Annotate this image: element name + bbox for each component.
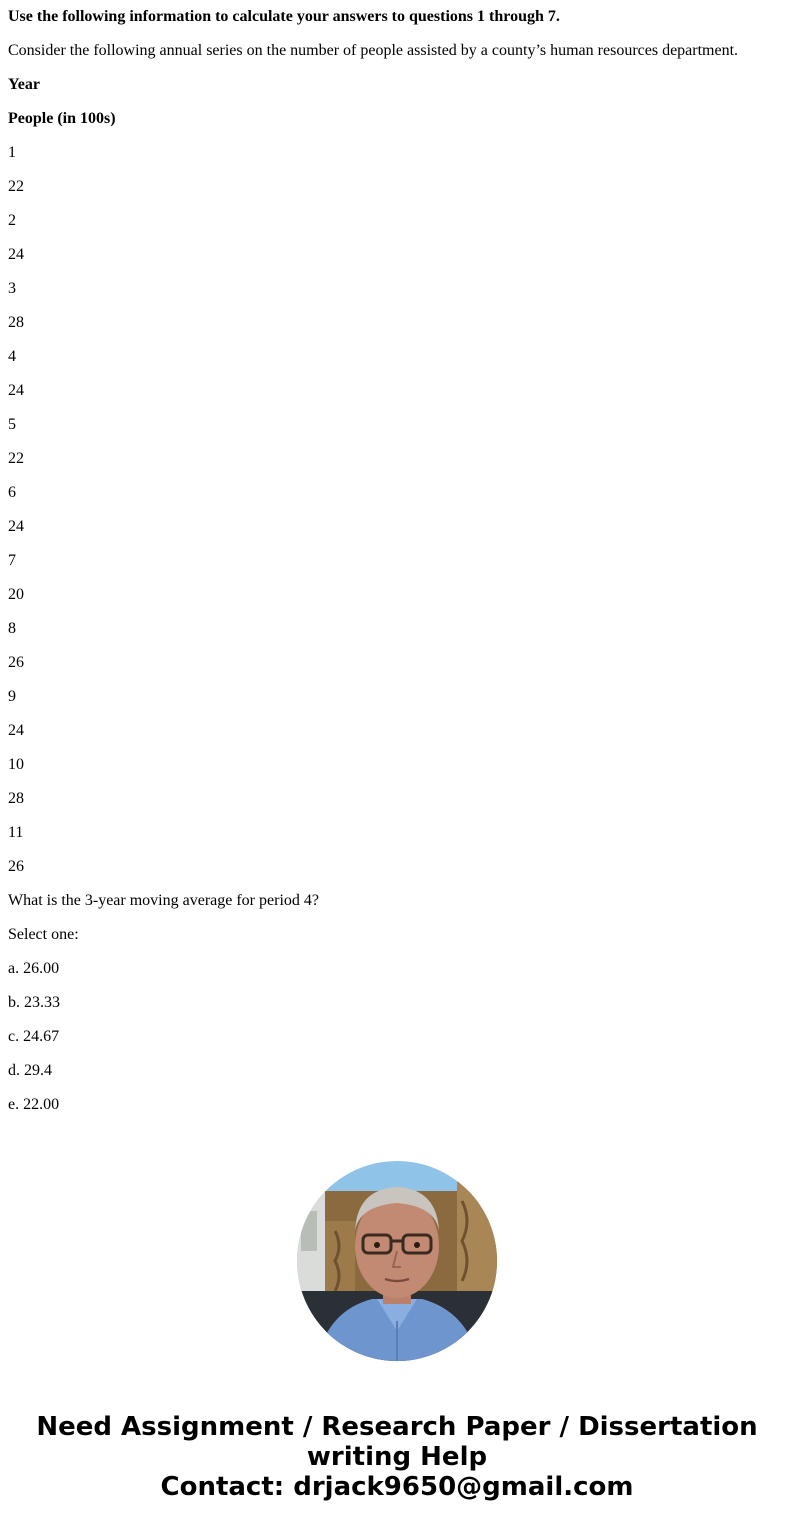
- people-cell: 24: [8, 518, 24, 535]
- instructions-text: Use the following information to calculate your answers to questions 1 through 7.: [8, 8, 560, 25]
- people-cell: 24: [8, 246, 24, 263]
- year-cell: 5: [8, 416, 16, 433]
- context-text: Consider the following annual series on the number of people assisted by a county’s human resources department.: [8, 42, 739, 59]
- table-header-year: Year: [8, 76, 40, 93]
- people-cell: 24: [8, 382, 24, 399]
- year-cell: 8: [8, 620, 16, 637]
- select-prompt: Select one:: [8, 926, 79, 943]
- question-text: What is the 3-year moving average for period 4?: [8, 892, 319, 909]
- footer-line-2: writing Help: [306, 1442, 488, 1472]
- people-cell: 24: [8, 722, 24, 739]
- year-cell: 2: [8, 212, 16, 229]
- answer-option-a[interactable]: a. 26.00: [8, 960, 60, 977]
- answer-option-c[interactable]: c. 24.67: [8, 1028, 60, 1045]
- author-avatar: [297, 1161, 497, 1361]
- table-header-people: People (in 100s): [8, 110, 116, 127]
- year-cell: 11: [8, 824, 24, 841]
- year-cell: 10: [8, 756, 24, 773]
- people-cell: 22: [8, 178, 24, 195]
- year-cell: 6: [8, 484, 16, 501]
- question-content: [0, 8, 794, 1114]
- footer-contact-line[interactable]: Contact: drjack9650@gmail.com: [160, 1472, 634, 1502]
- answer-option-b[interactable]: b. 23.33: [8, 994, 60, 1011]
- people-cell: 20: [8, 586, 24, 603]
- year-cell: 9: [8, 688, 16, 705]
- people-cell: 28: [8, 790, 24, 807]
- contact-footer: [0, 1412, 794, 1502]
- author-portrait-image: [297, 1161, 497, 1361]
- year-cell: 7: [8, 552, 16, 569]
- people-cell: 28: [8, 314, 24, 331]
- year-cell: 4: [8, 348, 16, 365]
- people-cell: 26: [8, 654, 24, 671]
- footer-line-1: Need Assignment / Research Paper / Dissertation: [36, 1412, 758, 1442]
- people-cell: 22: [8, 450, 24, 467]
- people-cell: 26: [8, 858, 24, 875]
- answer-option-e[interactable]: e. 22.00: [8, 1096, 60, 1113]
- year-cell: 3: [8, 280, 16, 297]
- year-cell: 1: [8, 144, 16, 161]
- answer-option-d[interactable]: d. 29.4: [8, 1062, 52, 1079]
